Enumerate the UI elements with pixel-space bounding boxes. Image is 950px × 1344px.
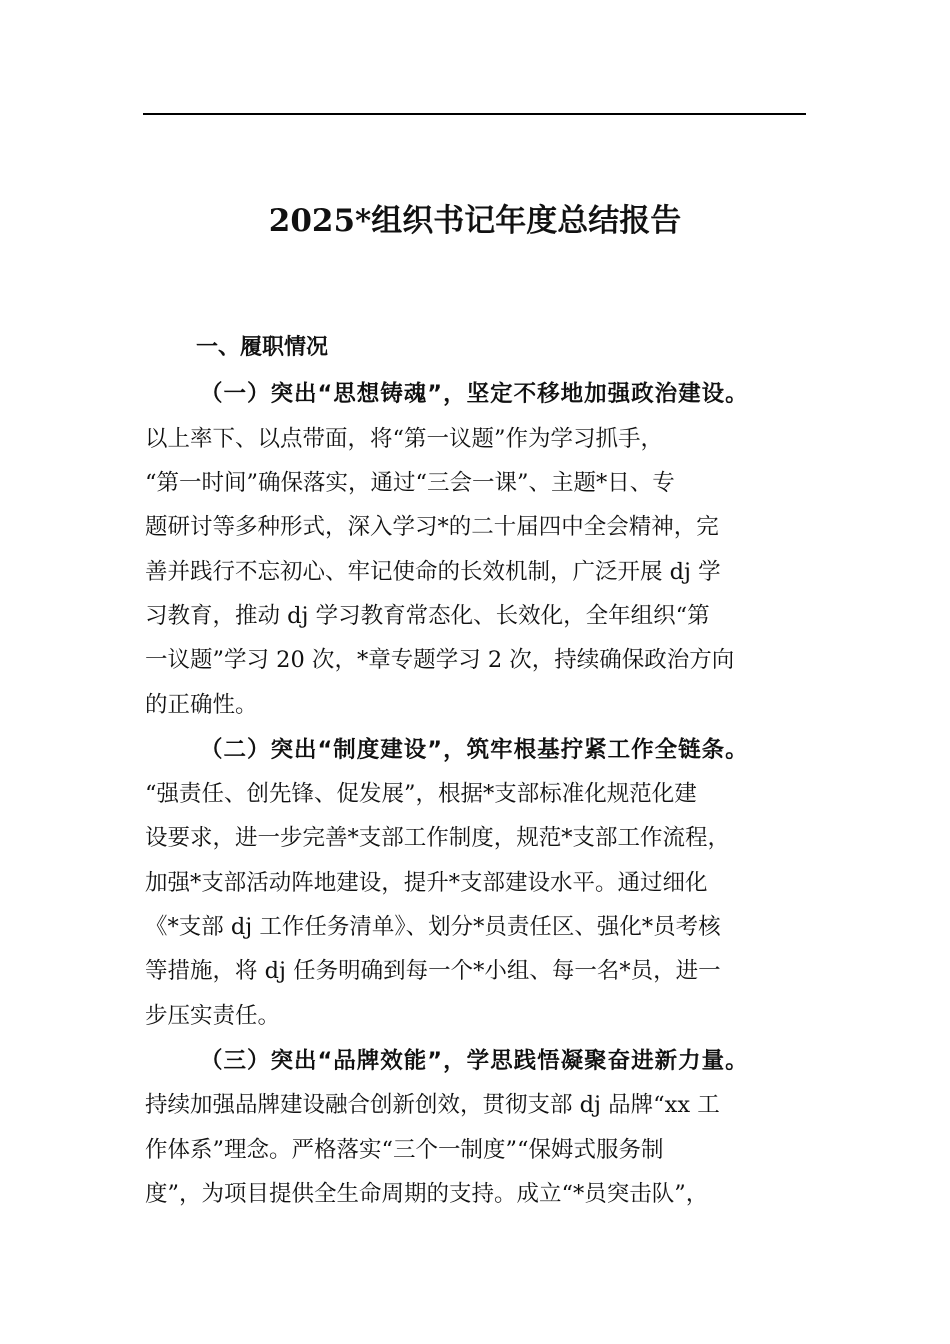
paragraph-line: “第一时间”确保落实，通过“三会一课”、主题*日、专: [145, 470, 675, 496]
paragraph-line: 《*支部 dj 工作任务清单》、划分*员责任区、强化*员考核: [145, 914, 721, 940]
paragraph-line: 习教育，推动 dj 学习教育常态化、长效化，全年组织“第: [145, 603, 710, 629]
paragraph-line: 步压实责任。: [145, 1003, 281, 1029]
header-rule: [143, 113, 806, 115]
paragraph-line: “强责任、创先锋、促发展”，根据*支部标准化规范化建: [145, 781, 697, 807]
document-title: 2025*组织书记年度总结报告: [268, 203, 682, 239]
paragraph-line: 题研讨等多种形式，深入学习*的二十届四中全会精神，完: [145, 514, 719, 540]
paragraph-line: 以上率下、以点带面，将“第一议题”作为学习抓手，: [145, 426, 664, 452]
paragraph-line: 善并践行不忘初心、牢记使命的长效机制，广泛开展 dj 学: [145, 559, 721, 585]
subsection-2-heading: （二）突出“制度建设”，筑牢根基拧紧工作全链条。: [200, 737, 749, 763]
paragraph-line: 设要求，进一步完善*支部工作制度，规范*支部工作流程，: [145, 825, 731, 851]
paragraph-line: 的正确性。: [145, 692, 258, 718]
paragraph-line: 一议题”学习 20 次，*章专题学习 2 次，持续确保政治方向: [145, 647, 735, 673]
paragraph-line: 作体系”理念。严格落实“三个一制度”“保姆式服务制: [145, 1137, 664, 1163]
section-heading: 一、履职情况: [196, 335, 329, 360]
subsection-1-heading: （一）突出“思想铸魂”，坚定不移地加强政治建设。: [200, 381, 749, 407]
subsection-3-heading: （三）突出“品牌效能”，学思践悟凝聚奋进新力量。: [200, 1048, 749, 1074]
paragraph-line: 度”，为项目提供全生命周期的支持。成立“*员突击队”，: [145, 1181, 709, 1207]
paragraph-line: 等措施，将 dj 任务明确到每一个*小组、每一名*员，进一: [145, 958, 721, 984]
paragraph-line: 加强*支部活动阵地建设，提升*支部建设水平。通过细化: [145, 870, 708, 896]
paragraph-line: 持续加强品牌建设融合创新创效，贯彻支部 dj 品牌“xx 工: [145, 1092, 720, 1118]
